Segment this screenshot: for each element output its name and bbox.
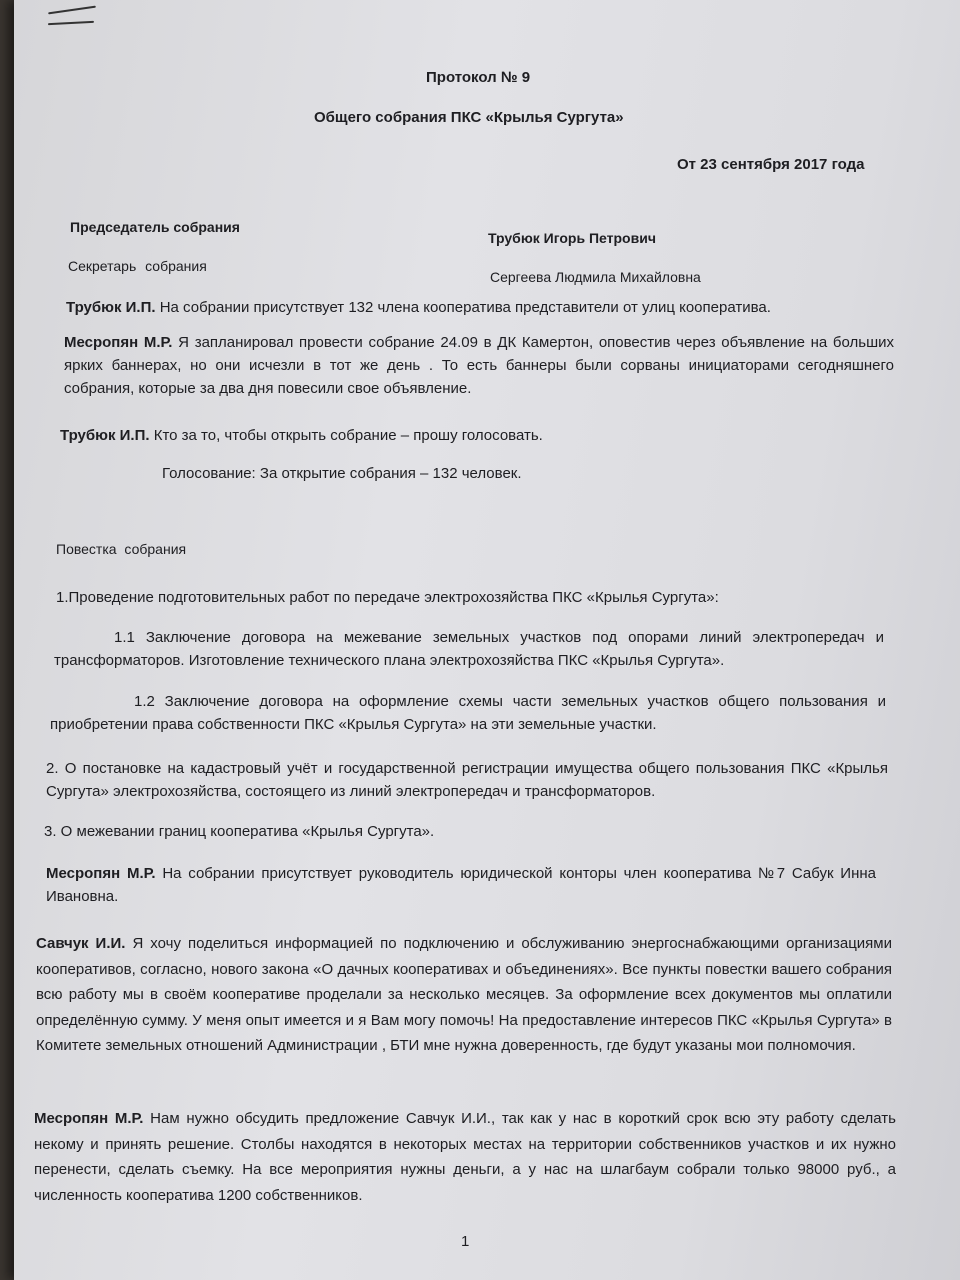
speaker-name: Месропян М.Р. bbox=[46, 865, 156, 882]
document-date: От 23 сентября 2017 года bbox=[677, 156, 865, 173]
speech-paragraph bbox=[36, 931, 892, 1059]
agenda-item-1-2 bbox=[50, 690, 886, 736]
speech-paragraph bbox=[34, 1106, 896, 1208]
chair-label: Председатель собрания bbox=[70, 219, 240, 235]
agenda-item-1: 1.Проведение подготовительных работ по передаче электрохозяйства ПКС «Крылья Сургута»: bbox=[56, 589, 719, 606]
secretary-label: Секретарь собрания bbox=[68, 258, 207, 274]
speech-text: На собрании присутствует 132 члена кооператива представители от улиц кооператива. bbox=[159, 299, 771, 316]
speech-text: Я хочу поделиться информацией по подключению и обслуживанию энергоснабжающими организациями кооперативов, согласно, нового закона «О дачных кооперативах и объединениях». Все пункты повестки вашего собрания всю работу мы в своём кооперативе проделали за несколько месяцев. За оформление всех документов мы оплатили определённую сумму. У меня опыт имеется и я Вам могу помочь! На предоставление интересов ПКС «Крылья Сургута» в Комитете земельных отношений Администрации , БТИ мне нужна доверенность, где будут указаны мои полномочия. bbox=[36, 935, 893, 1054]
speech-paragraph bbox=[64, 331, 894, 400]
chair-name: Трубюк Игорь Петрович bbox=[488, 230, 656, 246]
agenda-item-3: 3. О межевании границ кооператива «Крылья Сургута». bbox=[44, 823, 435, 840]
agenda-heading: Повестка собрания bbox=[56, 541, 187, 557]
speaker-name: Месропян М.Р. bbox=[34, 1110, 144, 1127]
speech-paragraph bbox=[60, 424, 900, 447]
document-title: Протокол № 9 bbox=[426, 69, 531, 86]
speech-text: Я запланировал провести собрание 24.09 в ДК Камертон, оповестив через объявление на больших ярких баннерах, но они исчезли в тот же день . То есть баннеры были сорваны инициаторами сегодняшнего собрания, которые за два дня повесили свое объявление. bbox=[64, 334, 895, 397]
page-number: 1 bbox=[461, 1233, 470, 1250]
speech-paragraph bbox=[66, 296, 866, 319]
agenda-item-text: 2. О постановке на кадастровый учёт и государственной регистрации имущества общего пользования ПКС «Крылья Сургута» электрохозяйства, состоящего из линий электропередач и трансформаторов. bbox=[46, 760, 888, 800]
pencil-mark bbox=[48, 6, 96, 15]
speech-text: Кто за то, чтобы открыть собрание – прошу голосовать. bbox=[153, 427, 543, 444]
agenda-item-text: 1.2 Заключение договора на оформление схемы части земельных участков общего пользования и приобретении права собственности ПКС «Крылья Сургута» на эти земельные участки. bbox=[50, 693, 886, 733]
speaker-name: Месропян М.Р. bbox=[64, 334, 173, 351]
speech-text: Нам нужно обсудить предложение Савчук И.И., так как у нас в короткий срок всю эту работу сделать некому и принять решение. Столбы находятся в некоторых местах на территории собственников участков и их нужно перенести, сделать съемку. На все мероприятия нужны деньги, а у нас на шлагбаум собрали только 98000 руб., а численность кооператива 1200 собственников. bbox=[34, 1110, 896, 1204]
document-subtitle: Общего собрания ПКС «Крылья Сургута» bbox=[314, 109, 624, 126]
speech-text: На собрании присутствует руководитель юридической конторы член кооператива №7 Сабук Инна Ивановна. bbox=[46, 865, 876, 905]
document-page bbox=[14, 0, 960, 1280]
speaker-name: Трубюк И.П. bbox=[66, 299, 156, 316]
speaker-name: Трубюк И.П. bbox=[60, 427, 150, 444]
secretary-name: Сергеева Людмила Михайловна bbox=[490, 269, 701, 285]
agenda-item-1-1 bbox=[54, 626, 884, 672]
agenda-item-2 bbox=[46, 757, 888, 803]
speech-paragraph bbox=[46, 862, 876, 908]
speaker-name: Савчук И.И. bbox=[36, 935, 126, 952]
agenda-item-text: 1.1 Заключение договора на межевание земельных участков под опорами линий электропередач и трансформаторов. Изготовление технического плана электрохозяйства ПКС «Крылья Сургута». bbox=[54, 629, 884, 669]
vote-result: Голосование: За открытие собрания – 132 человек. bbox=[162, 465, 522, 482]
pencil-mark bbox=[48, 21, 94, 25]
